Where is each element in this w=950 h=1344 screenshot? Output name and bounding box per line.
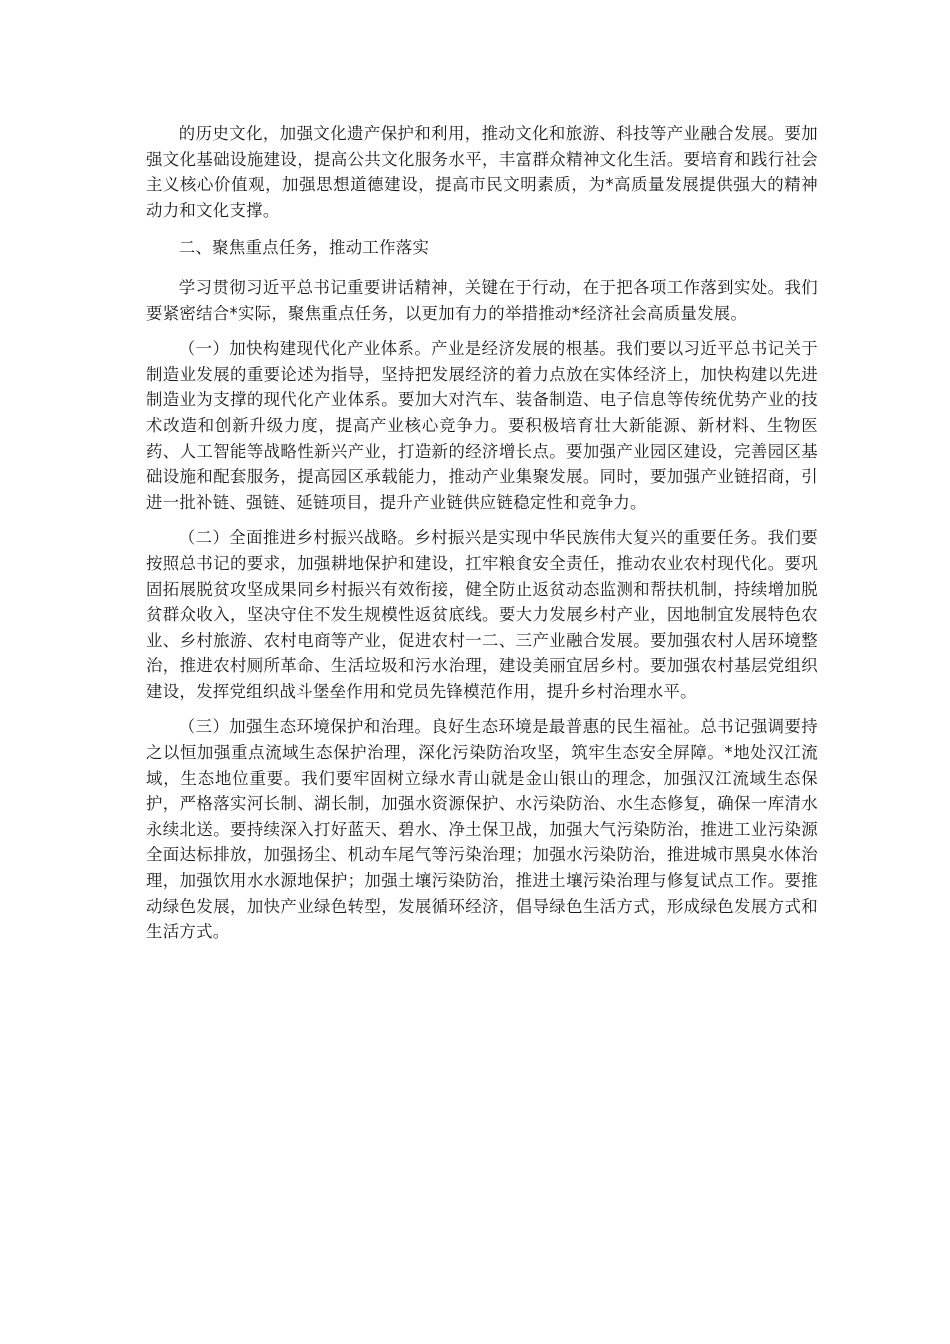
paragraph-industry-system: （一）加快构建现代化产业体系。产业是经济发展的根基。我们要以习近平总书记关于制造业发展的重要论述为指导，坚持把发展经济的着力点放在实体经济上，加快构建以先进制造业为支撑的现代化产业体系。要加大对汽车、装备制造、电子信息等传统优势产业的技术改造和创新升级力度，提高产业核心竞争力。要积极培育壮大新能源、新材料、生物医药、人工智能等战略性新兴产业，打造新的经济增长点。要加强产业园区建设，完善园区基础设施和配套服务，提高园区承载能力，推动产业集聚发展。同时，要加强产业链招商，引进一批补链、强链、延链项目，提升产业链供应链稳定性和竞争力。 [146, 339, 818, 512]
paragraph-culture-continuation: 的历史文化，加强文化遗产保护和利用，推动文化和旅游、科技等产业融合发展。要加强文化基础设施建设，提高公共文化服务水平，丰富群众精神文化生活。要培育和践行社会主义核心价值观，加强思想道德建设，提高市民文明素质，为*高质量发展提供强大的精神动力和文化支撑。 [146, 124, 818, 220]
document-page [146, 121, 818, 955]
paragraph-rural-revitalization: （二）全面推进乡村振兴战略。乡村振兴是实现中华民族伟大复兴的重要任务。我们要按照总书记的要求，加强耕地保护和建设，扛牢粮食安全责任，推动农业农村现代化。要巩固拓展脱贫攻坚成果同乡村振兴有效衔接，健全防止返贫动态监测和帮扶机制，持续增加脱贫群众收入，坚决守住不发生规模性返贫底线。要大力发展乡村产业，因地制宜发展特色农业、乡村旅游、农村电商等产业，促进农村一二、三产业融合发展。要加强农村人居环境整治，推进农村厕所革命、生活垃圾和污水治理，建设美丽宜居乡村。要加强农村基层党组织建设，发挥党组织战斗堡垒作用和党员先锋模范作用，提升乡村治理水平。 [146, 528, 818, 701]
paragraph-ecological-protection: （三）加强生态环境保护和治理。良好生态环境是最普惠的民生福祉。总书记强调要持之以恒加强重点流域生态保护治理，深化污染防治攻坚，筑牢生态安全屏障。*地处汉江流域，生态地位重要。我们要牢固树立绿水青山就是金山银山的理念，加强汉江流域生态保护，严格落实河长制、湖长制，加强水资源保护、水污染防治、水生态修复，确保一库清水永续北送。要持续深入打好蓝天、碧水、净土保卫战，加强大气污染防治，推进工业污染源全面达标排放，加强扬尘、机动车尾气等污染治理；加强水污染防治，推进城市黑臭水体治理，加强饮用水水源地保护；加强土壤污染防治，推进土壤污染治理与修复试点工作。要推动绿色发展，加快产业绿色转型，发展循环经济，倡导绿色生活方式，形成绿色发展方式和生活方式。 [146, 717, 818, 942]
section-heading-key-tasks: 二、聚焦重点任务，推动工作落实 [178, 238, 430, 258]
paragraph-intro-action: 学习贯彻习近平总书记重要讲话精神，关键在于行动，在于把各项工作落到实处。我们要紧密结合*实际，聚焦重点任务，以更加有力的举措推动*经济社会高质量发展。 [146, 277, 818, 323]
